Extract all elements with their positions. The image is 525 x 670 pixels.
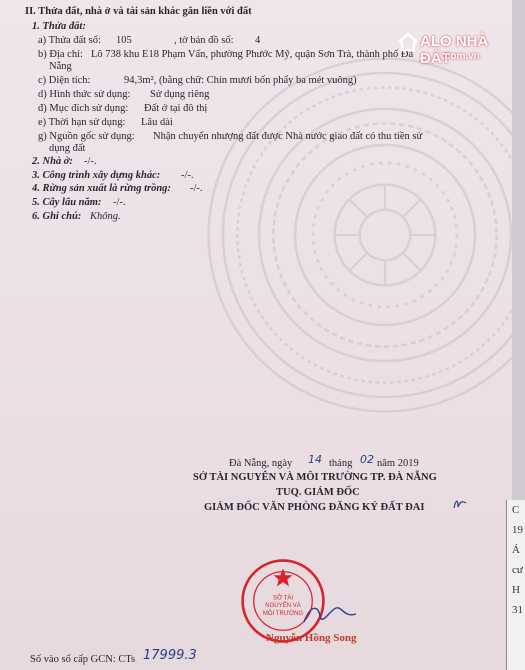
map-sheet-value: 4 [255,35,261,46]
address-value-cont: Nẵng [49,61,72,72]
parcel-number-label: a) Thửa đất số: [38,35,101,46]
date-prefix: Đà Nẵng, ngày [229,458,293,469]
usage-form-label: d) Hình thức sử dụng: [38,89,131,100]
date-day: 14 [308,453,322,466]
item-house-value: -/-. [84,156,97,167]
bronze-drum-watermark [205,55,512,415]
adjacent-document [506,500,525,670]
usage-purpose-label: đ) Mục đích sử dụng: [38,103,129,114]
usage-origin-value: Nhận chuyển nhượng đất được Nhà nước giao đất có thu tiền sử [153,131,423,142]
seal-center-line-3: MÔI TRƯỜNG [262,610,304,617]
item-house-label: 2. Nhà ở: [32,156,73,167]
usage-term-label: e) Thời hạn sử dụng: [38,117,126,128]
item-note-label: 6. Ghi chú: [32,211,82,222]
signature [300,600,360,630]
parcel-number-value: 105 [116,35,132,46]
item-forest-label: 4. Rừng sản xuất là rừng trồng: [32,183,171,194]
usage-form-value: Sử dụng riêng [150,89,210,100]
address-value: Lô 738 khu E18 Phạm Vấn, phường Phước Mỹ, quận Sơn Trà, thành phố Đà [91,49,414,60]
map-sheet-label: , tờ bản đồ số: [174,35,234,46]
item-perennial-label: 5. Cây lâu năm: [32,197,102,208]
address-label: b) Địa chỉ: [38,49,83,60]
land-heading: 1. Thửa đất: [32,21,86,32]
watermark-line-2: .com.vn [442,51,480,62]
section-title: II. Thửa đất, nhà ở và tài sản khác gắn liền với đất [25,6,252,17]
adjacent-text-5: H [512,584,520,596]
area-value: 94,3m², (bằng chữ: Chín mươi bốn phẩy ba mét vuông) [124,75,357,86]
initials-mark [452,497,468,511]
authority-line-2: TUQ. GIÁM ĐỐC [276,487,360,498]
watermark-line-1: ALO NHÀ ĐẤT [420,33,489,67]
usage-purpose-value: Đất ở tại đô thị [144,103,208,114]
item-other-works-value: -/-. [181,170,194,181]
item-forest-value: -/-. [190,183,203,194]
authority-line-3: GIÁM ĐỐC VĂN PHÒNG ĐĂNG KÝ ĐẤT ĐAI [204,502,425,513]
house-logo-icon [397,31,419,53]
item-note-value: Không. [90,211,121,222]
authority-line-1: SỞ TÀI NGUYÊN VÀ MÔI TRƯỜNG TP. ĐÀ NẴNG [193,472,437,483]
adjacent-text-1: C [512,504,520,516]
date-month-label: tháng [329,458,353,469]
usage-origin-label: g) Nguồn gốc sử dụng: [38,131,135,142]
register-number-label: Số vào sổ cấp GCN: CTs [30,654,136,665]
register-number-value: 17999.3 [143,648,197,663]
item-other-works-label: 3. Công trình xây dựng khác: [32,170,161,181]
signer-name: Nguyễn Hồng Song [266,632,357,644]
adjacent-text-6: 31 [512,604,523,616]
adjacent-text-3: Á [512,544,520,556]
area-label: c) Diện tích: [38,75,91,86]
adjacent-text-2: 19 [512,524,523,536]
adjacent-text-4: cư [512,564,523,576]
seal-center-line-1: SỞ TÀI [272,595,294,602]
item-perennial-value: -/-. [113,197,126,208]
usage-term-value: Lâu dài [141,117,173,128]
date-year: năm 2019 [377,458,419,469]
usage-origin-value-cont: dụng đất [49,143,86,154]
site-watermark [420,33,512,67]
date-month: 02 [360,453,374,466]
seal-center-line-2: NGUYÊN VÀ [265,603,301,610]
